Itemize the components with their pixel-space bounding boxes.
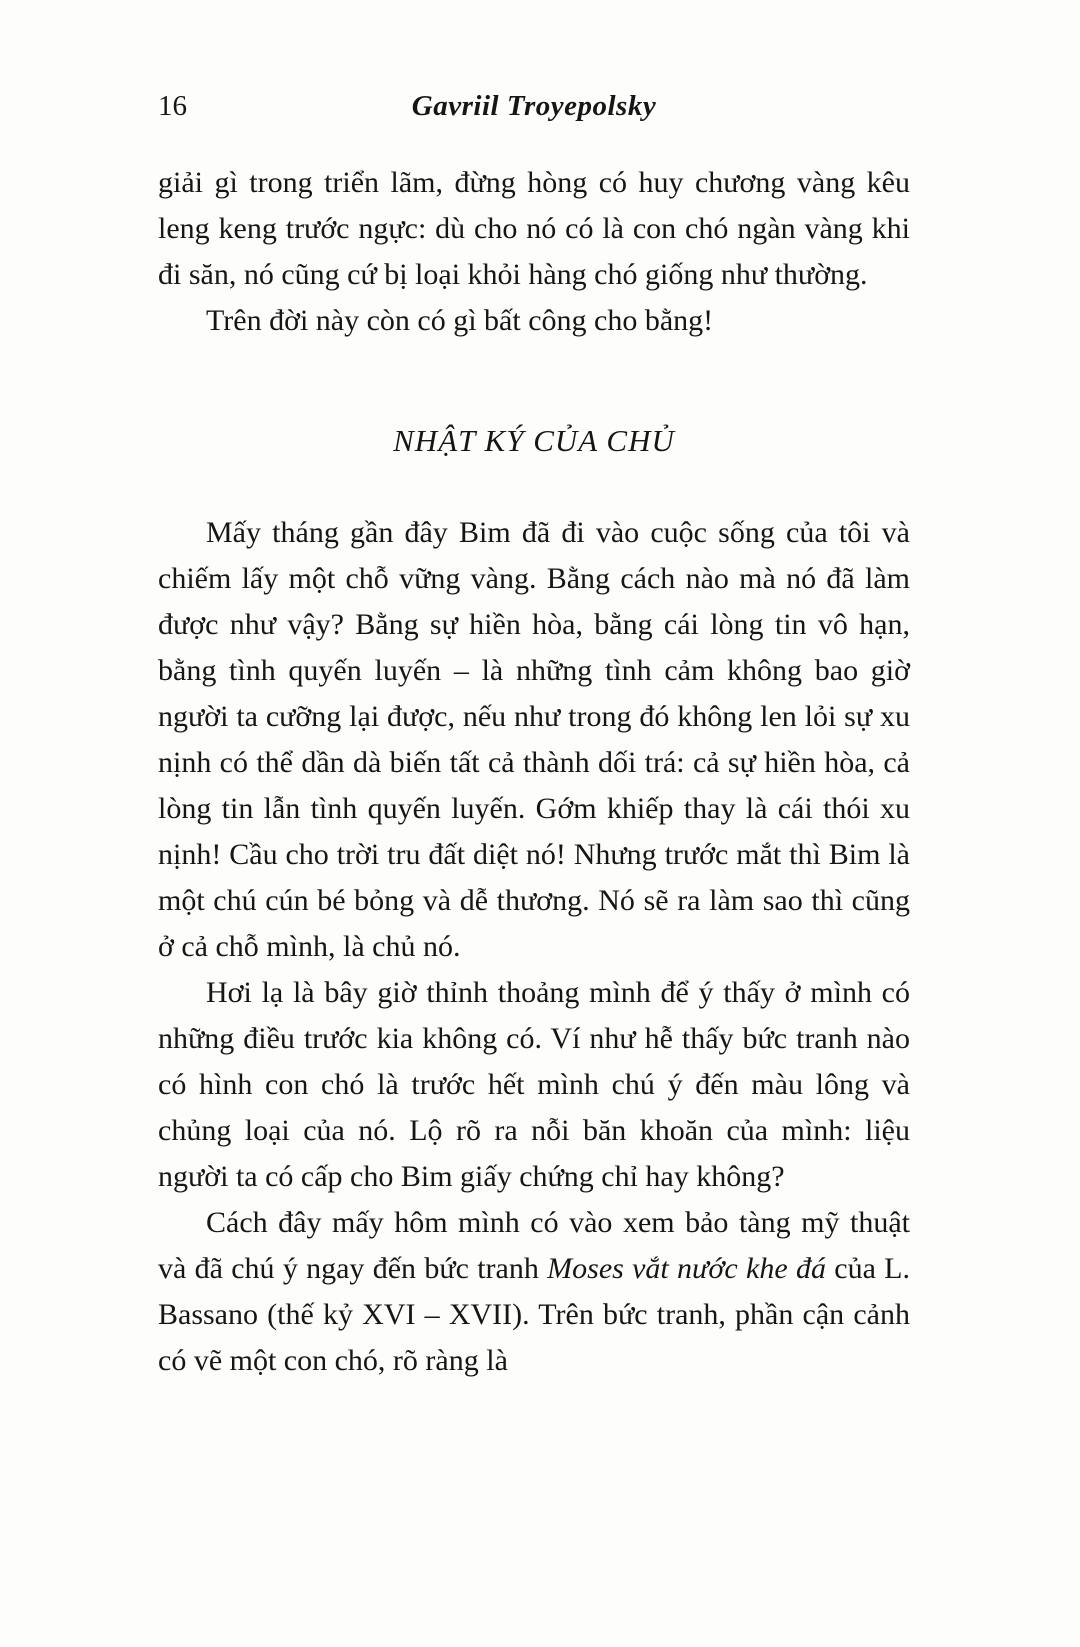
painting-title: Moses vắt nước khe đá xyxy=(547,1252,826,1285)
page-body xyxy=(158,160,910,1384)
page-number: 16 xyxy=(158,90,187,122)
body-paragraph-4: Hơi lạ là bây giờ thỉnh thoảng mình để ý thấy ở mình có những điều trước kia không có. Ví như hễ thấy bức tranh nào có hình con chó là trước hết mình chú ý đến màu lông và chủng loại của nó. Lộ rõ ra nỗi băn khoăn của mình: liệu người ta có cấp cho Bim giấy chứng chỉ hay không? xyxy=(158,976,910,1193)
body-paragraph-3: Mấy tháng gần đây Bim đã đi vào cuộc sống của tôi và chiếm lấy một chỗ vững vàng. Bằng cách nào mà nó đã làm được như vậy? Bằng sự hiền hòa, bằng cái lòng tin vô hạn, bằng tình quyến luyến – là những tình cảm không bao giờ người ta cưỡng lại được, nếu như trong đó không len lỏi sự xu nịnh có thể dần dà biến tất cả thành dối trá: cả sự hiền hòa, cả lòng tin lẫn tình quyến luyến. Gớm khiếp thay là cái thói xu nịnh! Cầu cho trời tru đất diệt nó! Nhưng trước mắt thì Bim là một chú cún bé bỏng và dễ thương. Nó sẽ ra làm sao thì cũng ở cả chỗ mình, là chủ nó. xyxy=(158,516,910,963)
paragraph-5-text-start: Cách đây mấy hôm mình có vào xem bảo tàng mỹ thuật và đã chú ý ngay đến bức tranh xyxy=(158,1206,910,1285)
body-paragraph-1: giải gì trong triển lãm, đừng hòng có huy chương vàng kêu leng keng trước ngực: dù cho nó có là con chó ngàn vàng khi đi săn, nó cũng cứ bị loại khỏi hàng chó giống như thường. xyxy=(158,166,910,291)
page-header xyxy=(158,86,910,126)
body-paragraph-2: Trên đời này còn có gì bất công cho bằng! xyxy=(206,304,714,337)
running-title: Gavriil Troyepolsky xyxy=(411,90,657,122)
paragraph-5-text-end: của L. Bassano (thế kỷ XVI – XVII). Trên bức tranh, phần cận cảnh có vẽ một con chó, rõ ràng là xyxy=(158,1252,911,1377)
section-heading: NHẬT KÝ CỦA CHỦ xyxy=(393,423,675,458)
body-paragraph-5 xyxy=(158,1200,910,1384)
